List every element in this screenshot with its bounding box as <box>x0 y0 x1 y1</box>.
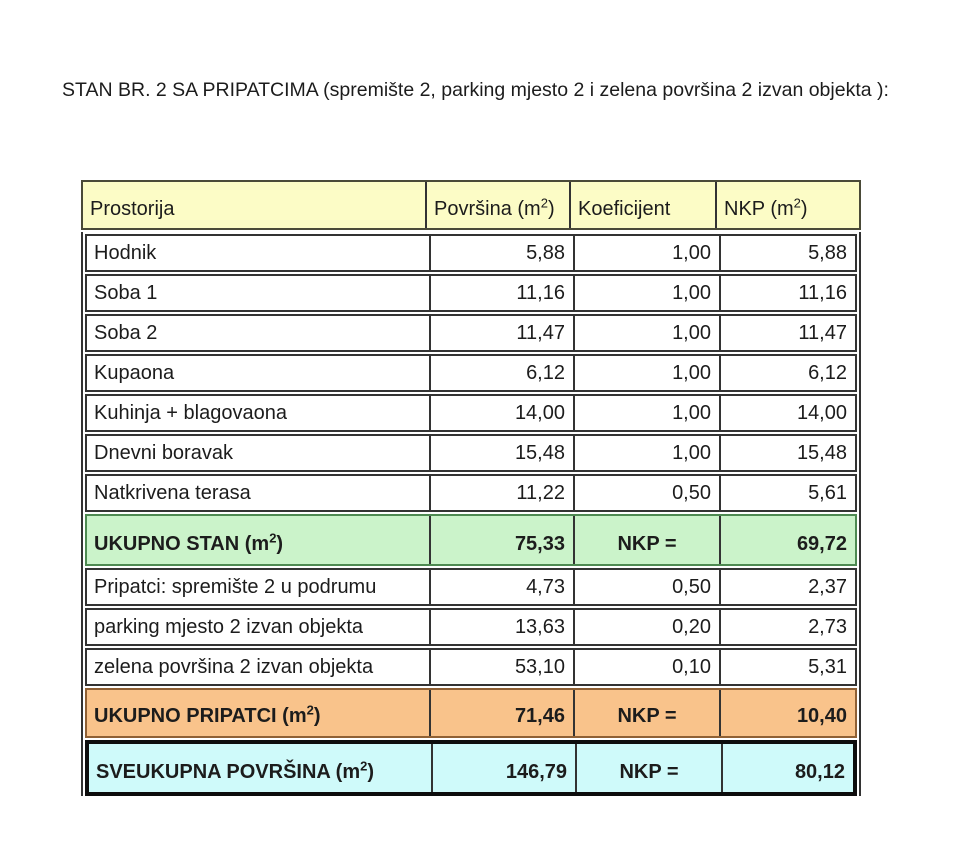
cell-povrsina: 14,00 <box>429 396 573 430</box>
cell-koeficijent: 1,00 <box>573 356 719 390</box>
table-row-soba2 <box>85 314 857 352</box>
cell-nkp: 5,88 <box>719 236 855 270</box>
cell-nkp: 2,73 <box>719 610 855 644</box>
column-header-koeficijent: Koeficijent <box>569 182 715 228</box>
cell-nkp: 2,37 <box>719 570 855 604</box>
cell-povrsina: 11,16 <box>429 276 573 310</box>
total-pripatci-row <box>85 688 857 738</box>
page-title: STAN BR. 2 SA PRIPATCIMA (spremište 2, parking mjesto 2 i zelena površina 2 izvan objekta ): <box>62 79 889 101</box>
table-header-row <box>81 180 861 230</box>
table-row-zelena-povrsina <box>85 648 857 686</box>
table-row-kuhinja <box>85 394 857 432</box>
cell-koeficijent: 0,20 <box>573 610 719 644</box>
grand-total-nkp-eq: NKP = <box>575 744 721 792</box>
cell-koeficijent: 1,00 <box>573 316 719 350</box>
cell-povrsina: 15,48 <box>429 436 573 470</box>
cell-prostorija: Soba 1 <box>94 281 158 304</box>
cell-koeficijent: 0,50 <box>573 570 719 604</box>
cell-koeficijent: 0,50 <box>573 476 719 510</box>
cell-nkp: 5,31 <box>719 650 855 684</box>
total-stan-nkp: 69,72 <box>719 516 855 564</box>
cell-prostorija: Kuhinja + blagovaona <box>94 401 287 424</box>
total-stan-label: UKUPNO STAN $(m^2)$ <box>94 530 284 555</box>
cell-povrsina: 11,22 <box>429 476 573 510</box>
total-pripatci-nkp: 10,40 <box>719 690 855 736</box>
cell-prostorija: Natkrivena terasa <box>94 481 251 504</box>
total-pripatci-label: UKUPNO PRIPATCI $(m^2)$ <box>94 702 321 727</box>
grand-total-povrsina: 146,79 <box>431 744 575 792</box>
grand-total-row <box>85 740 857 796</box>
cell-koeficijent: 1,00 <box>573 396 719 430</box>
cell-nkp: 6,12 <box>719 356 855 390</box>
cell-prostorija: Pripatci: spremište 2 u podrumu <box>94 575 377 598</box>
grand-total-nkp: 80,12 <box>721 744 853 792</box>
total-stan-nkp-eq: NKP = <box>573 516 719 564</box>
table-row-parking-mjesto <box>85 608 857 646</box>
cell-povrsina: 13,63 <box>429 610 573 644</box>
total-stan-povrsina: 75,33 <box>429 516 573 564</box>
column-header-nkp: NKP $(m^2)$ <box>715 182 859 228</box>
cell-koeficijent: 0,10 <box>573 650 719 684</box>
total-stan-row <box>85 514 857 566</box>
column-header-povrsina: Površina $(m^2)$ <box>425 182 569 228</box>
cell-prostorija: zelena površina 2 izvan objekta <box>94 655 374 678</box>
cell-nkp: 11,47 <box>719 316 855 350</box>
table-row-hodnik <box>85 234 857 272</box>
cell-koeficijent: 1,00 <box>573 236 719 270</box>
cell-nkp: 5,61 <box>719 476 855 510</box>
table-body <box>81 232 861 796</box>
column-header-prostorija: Prostorija <box>90 198 175 220</box>
table-row-natkrivena-terasa <box>85 474 857 512</box>
cell-povrsina: 6,12 <box>429 356 573 390</box>
area-table <box>81 180 861 796</box>
cell-prostorija: Dnevni boravak <box>94 441 233 464</box>
table-row-kupaona <box>85 354 857 392</box>
cell-povrsina: 53,10 <box>429 650 573 684</box>
total-pripatci-povrsina: 71,46 <box>429 690 573 736</box>
table-row-pripatci-spremiste <box>85 568 857 606</box>
cell-koeficijent: 1,00 <box>573 436 719 470</box>
cell-prostorija: parking mjesto 2 izvan objekta <box>94 615 364 638</box>
table-row-soba1 <box>85 274 857 312</box>
total-pripatci-nkp-eq: NKP = <box>573 690 719 736</box>
cell-prostorija: Soba 2 <box>94 321 158 344</box>
cell-koeficijent: 1,00 <box>573 276 719 310</box>
cell-povrsina: 11,47 <box>429 316 573 350</box>
cell-nkp: 11,16 <box>719 276 855 310</box>
cell-prostorija: Kupaona <box>94 361 175 384</box>
grand-total-label: SVEUKUPNA POVRŠINA $(m^2)$ <box>96 758 375 783</box>
cell-prostorija: Hodnik <box>94 241 157 264</box>
cell-nkp: 14,00 <box>719 396 855 430</box>
cell-povrsina: 5,88 <box>429 236 573 270</box>
cell-povrsina: 4,73 <box>429 570 573 604</box>
cell-nkp: 15,48 <box>719 436 855 470</box>
table-row-dnevni-boravak <box>85 434 857 472</box>
